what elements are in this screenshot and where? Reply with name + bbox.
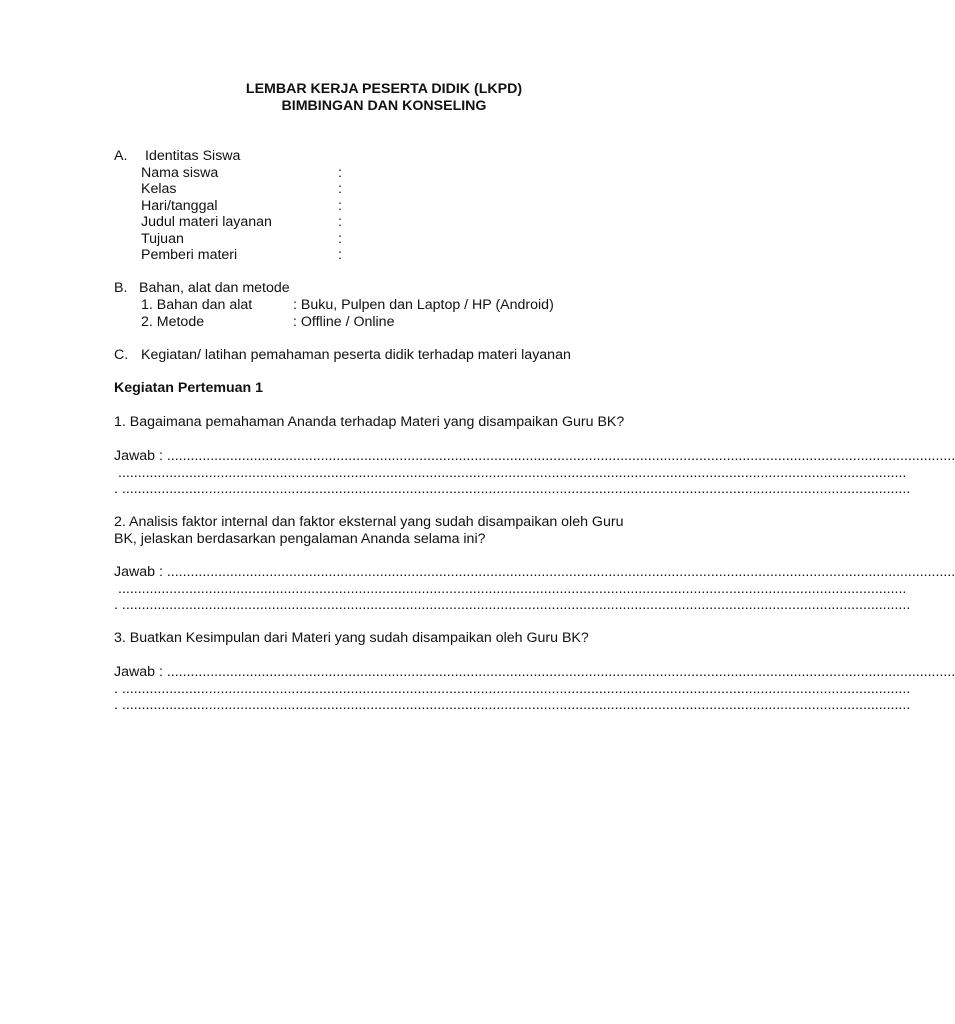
answer-3-dots-3[interactable]: ........................................................................................................................................................................................................ [121, 697, 911, 713]
item-label-metode: 2. Metode [141, 314, 205, 330]
answer-label: Jawab : [114, 564, 163, 580]
field-label-pemberi-materi: Pemberi materi [141, 247, 238, 263]
answer-3-line-1 [114, 664, 955, 681]
dot-prefix: . [114, 597, 118, 613]
answer-2-line-1 [114, 564, 955, 581]
answer-3-line-3 [114, 697, 911, 714]
document-title-line1: LEMBAR KERJA PESERTA DIDIK (LKPD) [245, 81, 523, 97]
answer-2-line-3 [114, 597, 911, 614]
question-2-text-line1: 2. Analisis faktor internal dan faktor eksternal yang sudah disampaikan oleh Guru [114, 514, 624, 530]
answer-1-dots-3[interactable]: ........................................................................................................................................................................................................ [121, 481, 911, 497]
answer-1-line-1 [114, 448, 955, 465]
item-value-bahan-alat: : Buku, Pulpen dan Laptop / HP (Android) [293, 297, 554, 313]
field-label-nama-siswa: Nama siswa [141, 165, 219, 181]
field-sep-tujuan: : [338, 231, 342, 247]
answer-1-dots-2[interactable]: ........................................................................................................................................................................................................ [118, 465, 907, 481]
section-b-heading: Bahan, alat dan metode [139, 280, 290, 296]
field-sep-pemberi-materi: : [338, 247, 342, 263]
answer-2-line-2 [118, 581, 907, 598]
field-label-judul-materi: Judul materi layanan [141, 214, 272, 230]
answer-1-dots-1[interactable]: ........................................................................................................................................................................................................ [166, 448, 955, 464]
answer-3-line-2 [114, 681, 911, 698]
question-3-text: 3. Buatkan Kesimpulan dari Materi yang sudah disampaikan oleh Guru BK? [114, 630, 589, 646]
answer-1-line-2 [118, 465, 907, 482]
field-label-kelas: Kelas [141, 181, 177, 197]
item-label-bahan-alat: 1. Bahan dan alat [141, 297, 253, 313]
dot-prefix: . [114, 681, 118, 697]
section-c-marker: C. [114, 347, 129, 363]
section-b-marker: B. [114, 280, 128, 296]
answer-label: Jawab : [114, 664, 163, 680]
section-c-heading: Kegiatan/ latihan pemahaman peserta didik terhadap materi layanan [141, 347, 571, 363]
item-value-metode: : Offline / Online [293, 314, 395, 330]
dot-prefix: . [114, 697, 118, 713]
field-label-hari-tanggal: Hari/tanggal [141, 198, 218, 214]
answer-1-line-3 [114, 481, 911, 498]
activity-heading: Kegiatan Pertemuan 1 [114, 380, 264, 396]
field-sep-judul-materi: : [338, 214, 342, 230]
field-label-tujuan: Tujuan [141, 231, 184, 247]
section-a-heading: Identitas Siswa [145, 148, 241, 164]
answer-2-dots-3[interactable]: ........................................................................................................................................................................................................ [121, 597, 911, 613]
answer-3-dots-1[interactable]: ........................................................................................................................................................................................................ [166, 664, 955, 680]
answer-2-dots-2[interactable]: ........................................................................................................................................................................................................ [118, 581, 907, 597]
document-title-line2: BIMBINGAN DAN KONSELING [281, 98, 487, 114]
field-sep-hari-tanggal: : [338, 198, 342, 214]
question-1-text: 1. Bagaimana pemahaman Ananda terhadap Materi yang disampaikan Guru BK? [114, 414, 625, 430]
answer-2-dots-1[interactable]: ........................................................................................................................................................................................................ [166, 564, 955, 580]
answer-3-dots-2[interactable]: ........................................................................................................................................................................................................ [121, 681, 911, 697]
question-2-text-line2: BK, jelaskan berdasarkan pengalaman Ananda selama ini? [114, 531, 486, 547]
section-a-marker: A. [114, 148, 128, 164]
field-sep-kelas: : [338, 181, 342, 197]
field-sep-nama-siswa: : [338, 165, 342, 181]
dot-prefix: . [114, 481, 118, 497]
answer-label: Jawab : [114, 448, 163, 464]
